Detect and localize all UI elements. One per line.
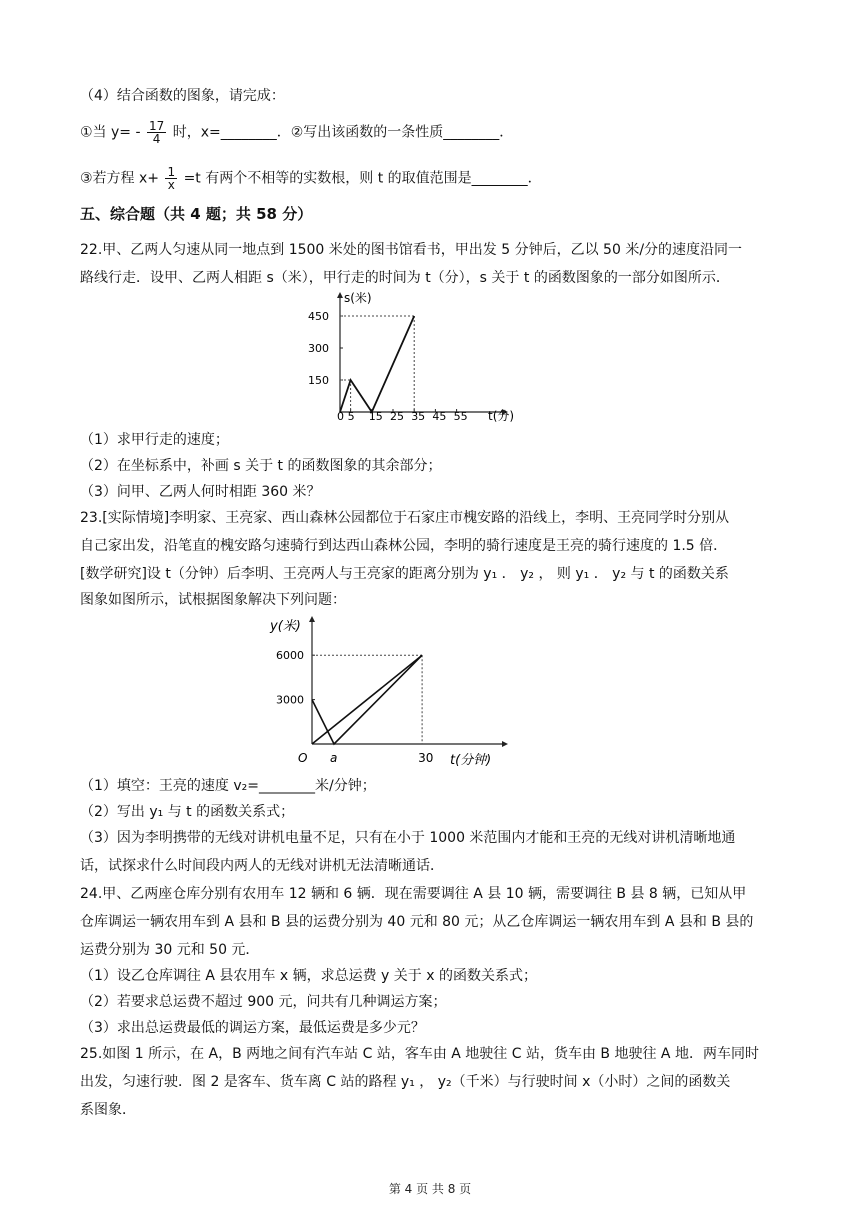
fraction-17-over-4 — [147, 120, 166, 145]
q21-item3 — [80, 166, 542, 191]
q23-line2: 自己家出发，沿笔直的槐安路匀速骑行到达西山森林公园，李明的骑行速度是王亮的骑行速度的 1.5 倍． — [80, 538, 728, 554]
q21-item1 — [80, 120, 513, 145]
q23-sub3b: 话，试探求什么时间段内两人的无线对讲机无法清晰通话． — [80, 858, 444, 874]
q24-sub1: （1）设乙仓库调往 A 县农用车 x 辆，求总运费 y 关于 x 的函数关系式； — [80, 968, 537, 984]
q22-line1: 22.甲、乙两人匀速从同一地点到 1500 米处的图书馆看书，甲出发 5 分钟后，乙以 50 米/分的速度沿同一 — [80, 242, 743, 258]
y-tick-label: 300 — [308, 342, 329, 356]
x-tick-label: 15 — [368, 410, 383, 423]
x-tick-label: O — [298, 751, 308, 765]
y-tick-label: 6000 — [276, 649, 304, 663]
q21-item1-post: 时，x=________．②写出该函数的一条性质________． — [172, 124, 514, 141]
x-tick-label: 45 — [432, 410, 447, 423]
q24-sub3: （3）求出总运费最低的调运方案，最低运费是多少元？ — [80, 1020, 425, 1036]
q22-chart — [296, 288, 516, 428]
fraction-numerator: 1 — [167, 165, 176, 179]
x-axis-arrow — [502, 741, 508, 747]
x-tick-label: 35 — [411, 410, 426, 423]
section-heading: 五、综合题（共 4 题；共 58 分） — [80, 205, 313, 223]
x-axis-label: t(分钟) — [450, 753, 492, 768]
q22-sub1: （1）求甲行走的速度； — [80, 432, 229, 448]
q24-line3: 运费分别为 30 元和 50 元． — [80, 942, 260, 958]
fraction-1-over-x — [165, 166, 177, 191]
x-tick-label: 55 — [453, 410, 468, 423]
q23-line1: 23.[实际情境]李明家、王亮家、西山森林公园都位于石家庄市槐安路的沿线上，李明、王亮同学时分别从 — [80, 510, 730, 526]
q23-chart — [262, 612, 522, 772]
data-line-s — [340, 316, 414, 412]
q22-sub3: （3）问甲、乙两人何时相距 360 米？ — [80, 484, 321, 500]
q23-sub1: （1）填空：王亮的速度 v₂=________米/分钟； — [80, 778, 376, 794]
x-tick-label: 5 — [347, 410, 355, 423]
x-tick-label: a — [330, 751, 338, 765]
y-tick-label: 450 — [308, 310, 329, 324]
x-tick-label: 30 — [418, 751, 434, 765]
y-axis-arrow — [309, 616, 315, 622]
q24-sub2: （2）若要求总运费不超过 900 元，问共有几种调运方案； — [80, 994, 447, 1010]
fraction-numerator: 17 — [148, 119, 165, 133]
q23-line3: [数学研究]设 t（分钟）后李明、王亮两人与王亮家的距离分别为 y₁ ． y₂ ， 则 y₁ ． y₂ 与 t 的函数关系 — [80, 566, 729, 582]
y-axis-label: y(米) — [270, 619, 301, 634]
y-axis-label: s(米) — [344, 291, 372, 305]
q23-line4: 图象如图所示，试根据图象解决下列问题： — [80, 592, 346, 608]
y-tick-label: 150 — [308, 374, 329, 388]
q21-item1-pre: ①当 y= - — [80, 124, 141, 141]
q23-sub3a: （3）因为李明携带的无线对讲机电量不足，只有在小于 1000 米范围内才能和王亮的无线对讲机清晰地通 — [80, 830, 736, 846]
data-line-1 — [312, 655, 422, 744]
fraction-denominator: 4 — [152, 132, 161, 146]
q25-line2: 出发，匀速行驶．图 2 是客车、货车离 C 站的路程 y₁ ， y₂（千米）与行驶时间 x（小时）之间的函数关 — [80, 1074, 731, 1090]
fraction-denominator: x — [167, 178, 175, 192]
q24-line1: 24.甲、乙两座仓库分别有农用车 12 辆和 6 辆．现在需要调往 A 县 10 辆，需要调往 B 县 8 辆，已知从甲 — [80, 886, 747, 902]
q25-line1: 25.如图 1 所示，在 A，B 两地之间有汽车站 C 站，客车由 A 地驶往 C 站，货车由 B 地驶往 A 地．两车同时 — [80, 1046, 759, 1062]
q22-sub2: （2）在坐标系中，补画 s 关于 t 的函数图象的其余部分； — [80, 458, 442, 474]
page-footer: 第 4 页 共 8 页 — [388, 1182, 472, 1196]
q24-line2: 仓库调运一辆农用车到 A 县和 B 县的运费分别为 40 元和 80 元；从乙仓库调运一辆农用车到 A 县和 B 县的 — [80, 914, 754, 930]
q22-line2: 路线行走．设甲、乙两人相距 s（米），甲行走的时间为 t（分），s 关于 t 的函数图象的一部分如图所示． — [80, 270, 730, 286]
y-axis-arrow — [337, 292, 343, 298]
q21-item3-pre: ③若方程 x+ — [80, 170, 160, 187]
x-axis-label: t(分) — [488, 409, 515, 423]
q23-sub2: （2）写出 y₁ 与 t 的函数关系式； — [80, 804, 295, 820]
x-tick-label: 0 — [337, 410, 344, 423]
y-tick-label: 3000 — [276, 693, 304, 707]
q25-line3: 系图象． — [80, 1102, 136, 1118]
q21-part4-intro: （4）结合函数的图象，请完成： — [80, 88, 285, 104]
x-tick-label: 25 — [390, 410, 404, 423]
q21-item3-post: =t 有两个不相等的实数根，则 t 的取值范围是________． — [183, 170, 542, 187]
